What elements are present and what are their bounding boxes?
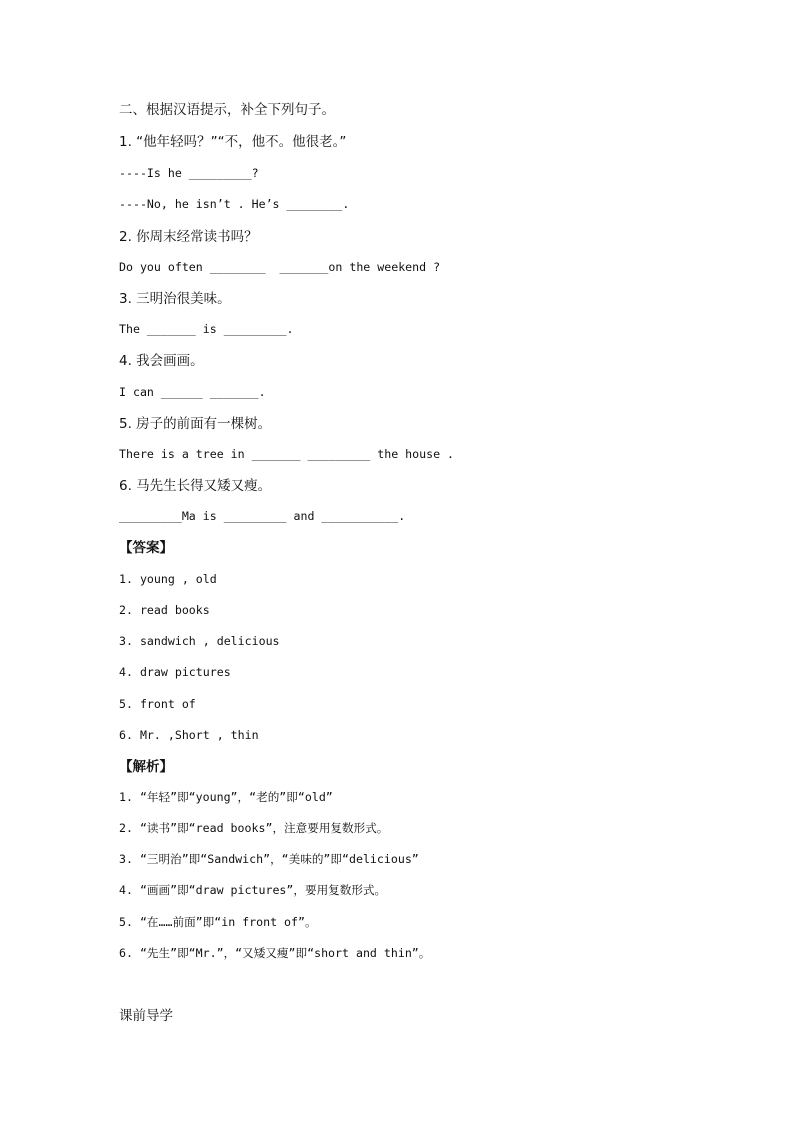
analysis-5: 5. “在……前面”即“in front of”。 [119,915,317,929]
analysis-2: 2. “读书”即“read books”，注意要用复数形式。 [119,821,389,835]
question-3-line-1: The _______ is _________. [119,322,294,336]
answer-6: 6. Mr. ,Short , thin [119,728,259,742]
question-4-prompt: 4. 我会画画。 [119,353,204,369]
question-3-prompt: 3. 三明治很美味。 [119,291,231,307]
question-6-prompt: 6. 马先生长得又矮又瘦。 [119,478,272,494]
question-5-line-1: There is a tree in _______ _________ the house . [119,447,455,461]
question-1-line-2: ----No, he isn’t . He’s ________. [119,197,350,211]
analysis-heading: 【解析】 [119,759,173,775]
question-1-line-1: ----Is he _________? [119,166,259,180]
answer-2: 2. read books [119,603,210,617]
question-1-prompt: 1. “他年轻吗？”“不，他不。他很老。” [119,134,347,150]
answer-heading: 【答案】 [119,540,173,556]
analysis-1: 1. “年轻”即“young”，“老的”即“old” [119,790,333,804]
question-6-line-1: _________Ma is _________ and ___________. [119,509,406,523]
question-2-prompt: 2. 你周末经常读书吗？ [119,229,258,245]
answer-1: 1. young , old [119,572,217,586]
section-title: 二、根据汉语提示，补全下列句子。 [119,102,335,118]
question-4-line-1: I can ______ _______. [119,385,266,399]
analysis-4: 4. “画画”即“draw pictures”，要用复数形式。 [119,883,387,897]
analysis-6: 6. “先生”即“Mr.”，“又矮又瘦”即“short and thin”。 [119,946,431,960]
analysis-3: 3. “三明治”即“Sandwich”，“美味的”即“delicious” [119,852,419,866]
question-2-line-1: Do you often ________ _______on the weekend ? [119,260,441,274]
footer-heading: 课前导学 [119,1008,173,1024]
answer-3: 3. sandwich , delicious [119,634,280,648]
answer-4: 4. draw pictures [119,665,231,679]
question-5-prompt: 5. 房子的前面有一棵树。 [119,416,272,432]
answer-5: 5. front of [119,697,196,711]
